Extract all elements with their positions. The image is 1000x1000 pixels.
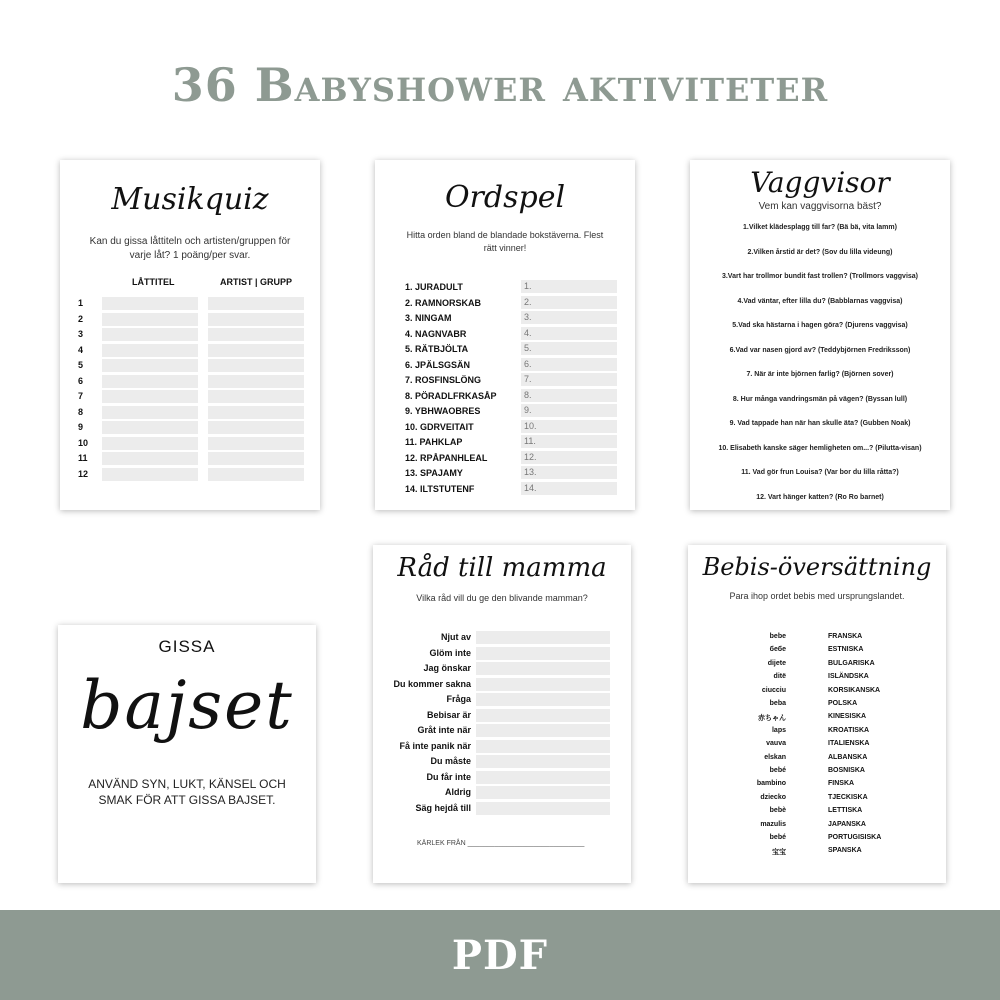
scrambled-word: 4. NAGNVABR — [405, 328, 467, 339]
quiz-artist-slot — [208, 297, 304, 310]
baby-word: laps — [771, 726, 786, 734]
advice-prompt: Säg hejdå till — [415, 802, 471, 813]
lullaby-question: 8. Hur många vandringsmän på vägen? (Byssan lull) — [732, 395, 908, 403]
language-name: SPANSKA — [828, 847, 862, 855]
quiz-song-slot — [102, 313, 198, 326]
advice-slot — [476, 678, 610, 691]
advice-slot — [476, 631, 610, 644]
quiz-row-number: 12 — [78, 468, 89, 479]
vaggvisor-subtitle: Vem kan vaggvisorna bäst? — [758, 201, 882, 212]
language-name: ISLÄNDSKA — [828, 673, 869, 681]
quiz-row-number: 8 — [78, 406, 84, 417]
quiz-row-number: 11 — [78, 453, 88, 463]
rad-signature-line: KÄRLEK FRÅN ______________________________ — [417, 840, 585, 847]
quiz-song-slot — [102, 344, 198, 357]
musikquiz-instructions: Kan du gissa låttiteln och artisten/gruppen för varje låt? 1 poäng/per svar. — [89, 236, 291, 261]
bajset-top-label: GISSA — [158, 637, 216, 656]
quiz-artist-slot — [208, 421, 304, 434]
answer-slot: 8. — [521, 389, 617, 402]
answer-slot: 12. — [521, 451, 617, 464]
answer-slot: 6. — [521, 358, 617, 371]
baby-word: bebe — [769, 633, 786, 640]
ordspel-heading: Ordspel — [444, 180, 566, 215]
quiz-artist-slot — [208, 452, 304, 465]
language-name: BULGARISKA — [828, 659, 875, 667]
advice-prompt: Du kommer sakna — [393, 678, 471, 689]
answer-slot: 5. — [521, 342, 617, 355]
lullaby-question: 7. När är inte björnen farlig? (Björnen sover) — [746, 371, 894, 378]
answer-slot: 11. — [521, 435, 617, 448]
advice-prompt: Bebisar är — [426, 709, 471, 720]
language-name: FINSKA — [828, 780, 855, 788]
scrambled-word: 5. RÄTBJÖLTA — [405, 344, 469, 354]
quiz-artist-slot — [208, 328, 304, 341]
ordspel-card — [375, 160, 635, 510]
advice-prompt: Du får inte — [426, 771, 471, 782]
advice-prompt: Jag önskar — [423, 663, 471, 673]
quiz-artist-slot — [208, 375, 304, 388]
language-name: KROATISKA — [828, 726, 870, 734]
baby-word: beba — [769, 700, 786, 707]
vaggvisor-heading: Vaggvisor — [750, 166, 890, 199]
advice-slot — [476, 740, 610, 753]
advice-prompt: Fråga — [446, 694, 471, 704]
baby-word: бебе — [769, 646, 786, 654]
bajset-description: ANVÄND SYN, LUKT, KÄNSEL OCH SMAK FÖR ATT GISSA BAJSET. — [88, 777, 286, 807]
advice-slot — [476, 693, 610, 706]
language-name: ESTNISKA — [828, 646, 864, 654]
bebis-heading: Bebis-översättning — [702, 553, 932, 581]
language-name: LETTISKA — [828, 807, 863, 815]
quiz-song-slot — [102, 297, 198, 310]
quiz-row-number: 4 — [78, 344, 84, 355]
quiz-song-slot — [102, 406, 198, 419]
quiz-song-slot — [102, 421, 198, 434]
lullaby-question: 12. Vart hänger katten? (Ro Ro barnet) — [756, 493, 884, 501]
quiz-row-number: 6 — [78, 375, 84, 386]
quiz-artist-slot — [208, 390, 304, 403]
answer-slot: 3. — [521, 311, 617, 324]
baby-word: mazulis — [760, 820, 786, 828]
language-name: POLSKA — [828, 700, 858, 707]
quiz-row-number: 5 — [78, 360, 84, 370]
quiz-artist-slot — [208, 437, 304, 450]
page-title: 36 Babyshower aktiviteter — [171, 58, 829, 112]
scrambled-word: 1. JURADULT — [405, 282, 463, 292]
language-name: KORSIKANSKA — [828, 686, 881, 694]
quiz-song-slot — [102, 437, 198, 450]
baby-word: ciucciu — [761, 686, 786, 694]
quiz-artist-slot — [208, 406, 304, 419]
scrambled-word: 2. RAMNORSKAB — [405, 297, 482, 308]
baby-word: bebé — [769, 834, 786, 841]
quiz-artist-slot — [208, 468, 304, 481]
lullaby-question: 11. Vad gör frun Louisa? (Var bor du lilla råtta?) — [741, 469, 899, 476]
baby-word: 赤ちゃん — [758, 715, 786, 723]
scrambled-word: 11. PAHKLAP — [405, 437, 463, 447]
lullaby-question: 9. Vad tappade han när han skulle äta? (Gubben Noak) — [729, 420, 911, 427]
answer-slot: 7. — [521, 373, 617, 386]
quiz-song-slot — [102, 468, 198, 481]
baby-word: elskan — [764, 753, 786, 761]
advice-prompt: Njut av — [440, 632, 471, 642]
baby-word: bebè — [769, 807, 786, 815]
language-name: JAPANSKA — [828, 820, 866, 828]
column-header-song: LÅTTITEL — [132, 277, 175, 287]
rad-card — [373, 545, 631, 883]
scrambled-word: 3. NINGAM — [405, 313, 452, 323]
advice-slot — [476, 662, 610, 675]
bajset-card — [58, 625, 316, 883]
ordspel-instructions: Hitta orden bland de blandade bokstäverna. Flest rätt vinner! — [406, 230, 604, 253]
musikquiz-card — [60, 160, 320, 510]
advice-prompt: Glöm inte — [429, 647, 471, 658]
answer-slot: 13. — [521, 466, 617, 479]
scrambled-word: 13. SPAJAMY — [405, 468, 463, 478]
scrambled-word: 8. PÖRADLFRKASÅP — [405, 390, 497, 401]
rad-subtitle: Vilka råd vill du ge den blivande mamman? — [416, 593, 588, 603]
language-name: PORTUGISISKA — [828, 834, 882, 841]
scrambled-word: 10. GDRVEITAIT — [405, 421, 474, 432]
quiz-artist-slot — [208, 359, 304, 372]
scrambled-word: 7. ROSFINSLÖNG — [405, 375, 482, 385]
answer-slot: 9. — [521, 404, 617, 417]
musikquiz-heading: Musikquiz — [111, 182, 269, 217]
language-name: KINESISKA — [828, 713, 867, 721]
baby-word: dijete — [767, 659, 786, 667]
advice-prompt: Aldrig — [445, 787, 471, 797]
quiz-artist-slot — [208, 344, 304, 357]
quiz-artist-slot — [208, 313, 304, 326]
answer-slot: 10. — [521, 420, 617, 433]
lullaby-question: 6.Vad var nasen gjord av? (Teddybjörnen Fredriksson) — [729, 346, 911, 354]
language-name: FRANSKA — [828, 633, 863, 640]
lullaby-question: 2.Vilken årstid är det? (Sov du lilla videung) — [747, 248, 893, 256]
vaggvisor-card — [690, 160, 950, 510]
baby-word: bambino — [756, 780, 786, 788]
language-name: ALBANSKA — [828, 753, 868, 761]
quiz-row-number: 2 — [78, 313, 84, 324]
advice-prompt: Du måste — [430, 756, 471, 766]
baby-word: 宝宝 — [772, 849, 786, 857]
lullaby-question: 4.Vad väntar, efter lilla du? (Babblarnas vaggvisa) — [737, 297, 903, 305]
advice-slot — [476, 724, 610, 737]
bajset-big-word: bajset — [80, 667, 294, 744]
advice-slot — [476, 755, 610, 768]
answer-slot: 4. — [521, 327, 617, 340]
language-name: BOSNISKA — [828, 767, 865, 774]
lullaby-question: 10. Elisabeth kanske säger hemligheten om...? (Pilutta-visan) — [718, 444, 922, 452]
advice-slot — [476, 709, 610, 722]
scrambled-word: 6. JPÄLSGSÄN — [405, 359, 471, 370]
footer-label: PDF — [451, 931, 549, 979]
quiz-song-slot — [102, 390, 198, 403]
lullaby-question: 1.Vilket klädesplagg till far? (Bä bä, vita lamm) — [743, 224, 897, 231]
language-name: TJECKISKA — [828, 793, 868, 801]
advice-slot — [476, 802, 610, 815]
footer-bar — [0, 910, 1000, 1000]
lullaby-question: 5.Vad ska hästarna i hagen göra? (Djurens vaggvisa) — [732, 322, 908, 329]
quiz-row-number: 7 — [78, 391, 84, 401]
rad-heading: Råd till mamma — [397, 553, 607, 583]
quiz-song-slot — [102, 328, 198, 341]
advice-prompt: Gråt inte när — [417, 725, 471, 735]
quiz-song-slot — [102, 359, 198, 372]
answer-slot: 14. — [521, 482, 617, 495]
quiz-row-number: 1 — [78, 298, 84, 308]
baby-word: bebé — [769, 767, 786, 774]
advice-slot — [476, 786, 610, 799]
baby-word: vauva — [766, 740, 786, 748]
quiz-song-slot — [102, 375, 198, 388]
bebis-card — [688, 545, 946, 883]
quiz-row-number: 3 — [78, 329, 84, 339]
scrambled-word: 14. ILTSTUTENF — [405, 483, 475, 494]
answer-slot: 1. — [521, 280, 617, 293]
baby-word: ditë — [773, 673, 786, 681]
advice-prompt: Få inte panik när — [399, 740, 471, 751]
quiz-row-number: 9 — [78, 422, 84, 432]
column-header-artist: ARTIST | GRUPP — [220, 277, 293, 287]
advice-slot — [476, 771, 610, 784]
lullaby-question: 3.Vart har trollmor bundit fast trollen? (Trollmors vaggvisa) — [721, 273, 919, 280]
scrambled-word: 12. RPÅPANHLEAL — [405, 452, 488, 463]
baby-word: dziecko — [760, 793, 786, 801]
answer-slot: 2. — [521, 296, 617, 309]
scrambled-word: 9. YBHWAOBRES — [405, 406, 481, 416]
language-name: ITALIENSKA — [828, 740, 870, 748]
quiz-row-number: 10 — [78, 437, 89, 448]
quiz-song-slot — [102, 452, 198, 465]
bebis-subtitle: Para ihop ordet bebis med ursprungslandet. — [729, 591, 905, 601]
advice-slot — [476, 647, 610, 660]
